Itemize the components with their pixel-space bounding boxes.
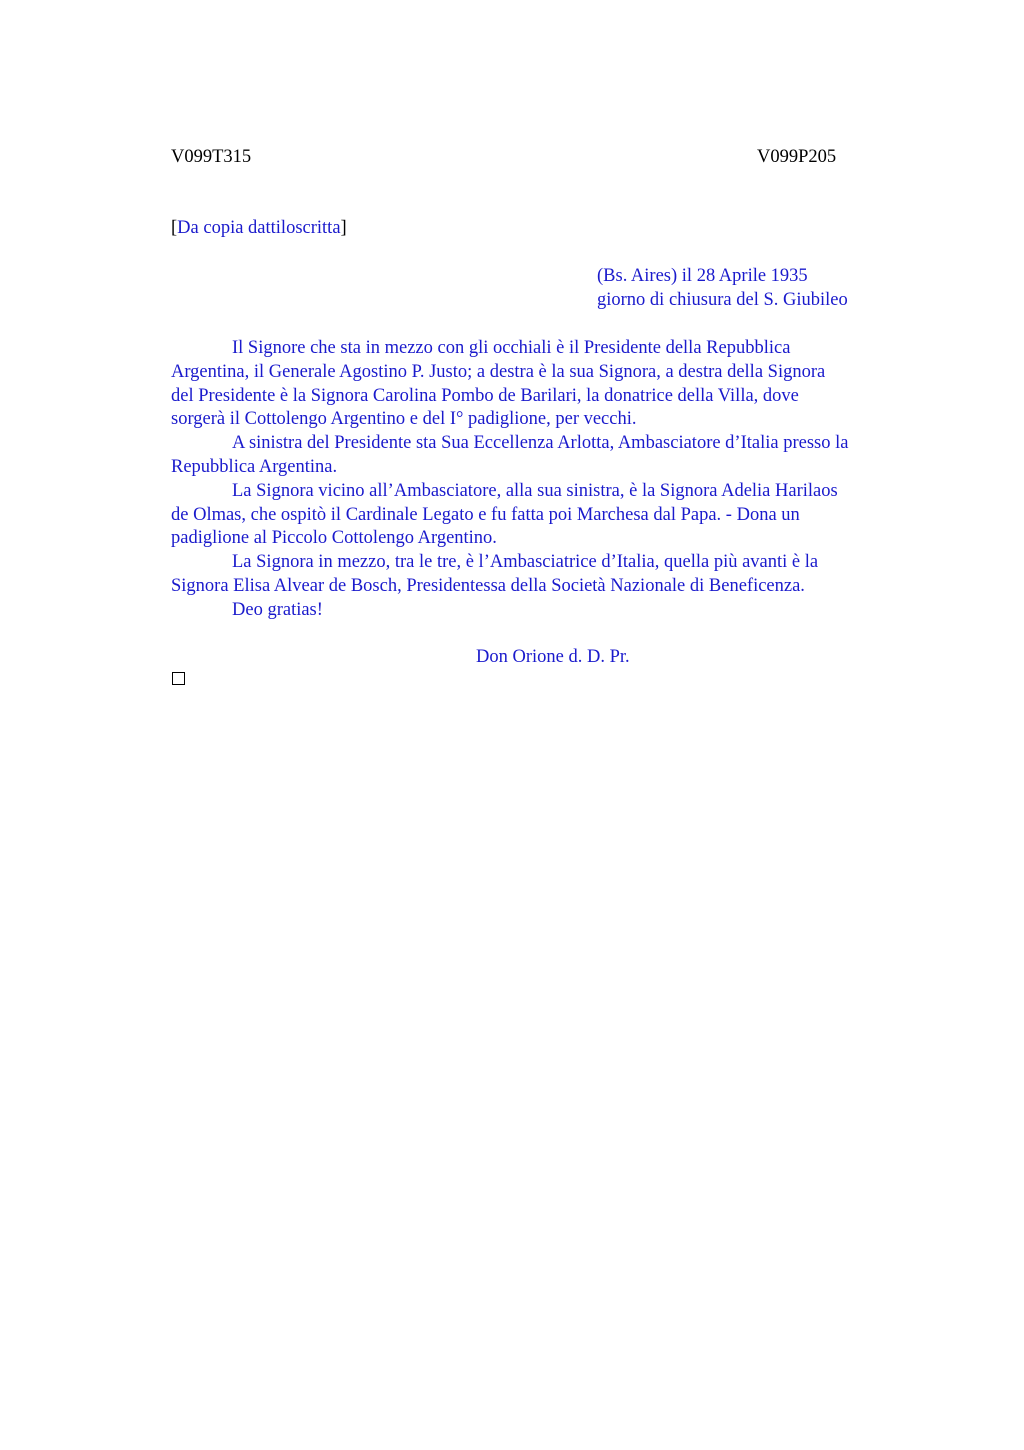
signature: Don Orione d. D. Pr. [476, 647, 630, 667]
body-line: Argentina, il Generale Agostino P. Justo; a destra è la sua Signora, a destra della Signora [171, 361, 826, 382]
dateline-occasion: giorno di chiusura del S. Giubileo [597, 289, 848, 310]
body-line: de Olmas, che ospitò il Cardinale Legato e fu fatta poi Marchesa dal Papa. - Dona un [171, 504, 800, 525]
body-line: La Signora in mezzo, tra le tre, è l’Ambasciatrice d’Italia, quella più avanti è la [232, 552, 819, 573]
dateline-place-date: (Bs. Aires) il 28 Aprile 1935 [597, 266, 808, 286]
source-note-close-bracket: ] [340, 218, 347, 238]
end-marker-square-icon [172, 672, 185, 685]
letter-body [171, 337, 927, 623]
body-line: padiglione al Piccolo Cottolengo Argentino. [171, 528, 497, 549]
source-note [171, 217, 347, 241]
document-code-left: V099T315 [171, 147, 252, 167]
source-note-open-bracket: [ [171, 218, 178, 238]
body-line: A sinistra del Presidente sta Sua Eccellenza Arlotta, Ambasciatore d’Italia presso la [232, 433, 849, 454]
document-code-right: V099P205 [757, 147, 837, 167]
source-note-text: Da copia dattiloscritta [177, 218, 341, 238]
body-line: Deo gratias! [232, 599, 323, 620]
body-line: Signora Elisa Alvear de Bosch, Presidentessa della Società Nazionale di Beneficenza. [171, 575, 805, 596]
body-line: sorgerà il Cottolengo Argentino e del I° padiglione, per vecchi. [171, 409, 637, 430]
dateline [597, 265, 848, 313]
body-line: Repubblica Argentina. [171, 456, 338, 477]
body-line: La Signora vicino all’Ambasciatore, alla sua sinistra, è la Signora Adelia Harilaos [232, 480, 838, 501]
body-line: del Presidente è la Signora Carolina Pombo de Barilari, la donatrice della Villa, dove [171, 385, 799, 406]
body-line: Il Signore che sta in mezzo con gli occhiali è il Presidente della Repubblica [232, 338, 791, 358]
